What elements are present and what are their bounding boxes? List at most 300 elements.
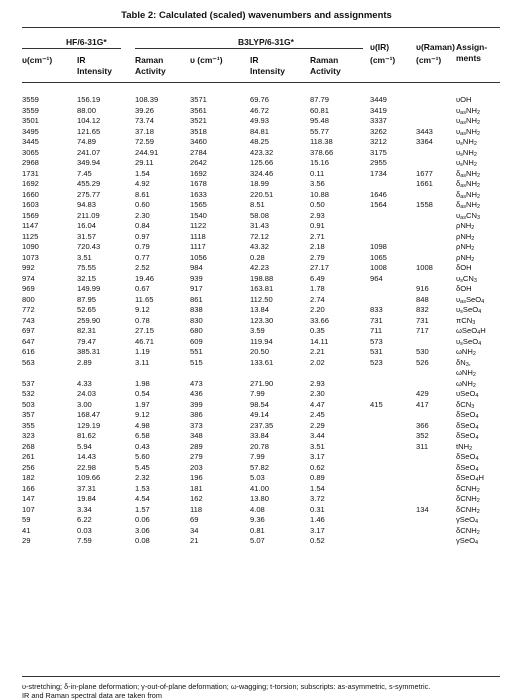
cell-assignment: $\upsilon_{as}NH_2$ — [456, 126, 480, 137]
header-v-raman: υ(Raman) — [416, 42, 455, 52]
table-row — [22, 253, 500, 264]
cell-freq-b3lyp: 373 — [190, 420, 203, 430]
cell-freq-ir — [370, 526, 416, 537]
cell-freq-b3lyp: 1540 — [190, 210, 207, 220]
cell-freq-hf: 357 — [22, 410, 35, 419]
table-row — [22, 473, 500, 484]
cell-ir-intensity-hf: 3.34 — [77, 504, 92, 514]
cell-ir-intensity-hf: 81.62 — [77, 431, 97, 440]
cell-raman-activity-b3lyp: 2.79 — [310, 252, 325, 262]
cell-ir-intensity-b3lyp: 9.36 — [250, 515, 265, 524]
cell-ir-intensity-b3lyp: 198.88 — [250, 273, 274, 283]
cell-freq-raman: 526 — [416, 357, 429, 367]
cell-raman-activity-b3lyp: 87.79 — [310, 95, 330, 104]
cell-freq-ir: 415 — [370, 399, 383, 409]
cell-freq-b3lyp: 939 — [190, 273, 203, 283]
cell-assignment: ρNH$_2$ — [456, 242, 475, 252]
cell-freq-b3lyp: 1633 — [190, 189, 207, 199]
cell-ir-intensity-hf: 88.00 — [77, 105, 97, 115]
cell-freq-raman: 1008 — [416, 263, 433, 272]
cell-assignment: υSeO$_4$ — [456, 389, 479, 399]
cell-freq-ir — [370, 536, 416, 547]
cell-raman-activity-b3lyp: 2.02 — [310, 357, 325, 367]
cell-freq-b3lyp: 203 — [190, 462, 203, 472]
cell-freq-b3lyp: 3561 — [190, 105, 207, 115]
bottom-rule — [22, 676, 500, 677]
cell-ir-intensity-b3lyp: 220.51 — [250, 189, 274, 199]
cell-ir-intensity-hf: 349.94 — [77, 158, 101, 167]
header-rule — [22, 82, 500, 83]
cell-raman-activity-hf: 0.78 — [135, 315, 150, 325]
cell-freq-b3lyp: 196 — [190, 473, 203, 482]
cell-freq-b3lyp: 680 — [190, 326, 203, 335]
cell-raman-activity-hf: 46.71 — [135, 336, 155, 346]
cell-freq-raman — [416, 379, 456, 390]
cell-freq-raman — [416, 274, 456, 285]
cell-freq-b3lyp: 515 — [190, 357, 203, 367]
cell-freq-b3lyp: 69 — [190, 515, 199, 524]
cell-freq-ir — [370, 221, 416, 232]
cell-freq-b3lyp: 162 — [190, 494, 203, 503]
cell-freq-raman — [416, 494, 456, 505]
cell-freq-raman: 1558 — [416, 200, 433, 209]
table-row — [22, 127, 500, 138]
cell-assignment: δSeO$_4$ — [456, 420, 479, 431]
table-row — [22, 452, 500, 463]
cell-ir-intensity-b3lyp: 5.07 — [250, 536, 265, 545]
cell-assignment: δOH — [456, 284, 472, 293]
cell-assignment: δSeO$_4$ — [456, 462, 479, 473]
cell-freq-b3lyp: 3571 — [190, 95, 207, 104]
cell-raman-activity-hf: 3.11 — [135, 357, 150, 367]
cell-ir-intensity-hf: 7.45 — [77, 168, 92, 178]
cell-raman-activity-b3lyp: 0.52 — [310, 536, 325, 545]
cell-freq-raman — [416, 116, 456, 127]
cell-raman-activity-hf: 73.74 — [135, 116, 155, 125]
table-row — [22, 106, 500, 117]
cell-raman-activity-hf: 3.06 — [135, 525, 150, 535]
cell-assignment: δSeO$_4$H — [456, 473, 484, 483]
cell-ir-intensity-b3lyp: 57.82 — [250, 462, 270, 472]
cell-raman-activity-hf: 1.98 — [135, 378, 150, 388]
cell-freq-b3lyp: 1056 — [190, 252, 207, 262]
cell-ir-intensity-b3lyp: 43.32 — [250, 242, 270, 251]
cell-freq-raman — [416, 536, 456, 547]
cell-freq-b3lyp: 1565 — [190, 200, 207, 209]
cell-raman-activity-hf: 5.45 — [135, 462, 150, 472]
cell-freq-hf: 147 — [22, 494, 35, 503]
cell-raman-activity-hf: 37.18 — [135, 126, 155, 136]
cell-raman-activity-hf: 0.97 — [135, 231, 150, 241]
table-row — [22, 463, 500, 474]
cell-ir-intensity-b3lyp: 72.12 — [250, 231, 270, 241]
cell-raman-activity-b3lyp: 2.20 — [310, 305, 325, 314]
cell-freq-b3lyp: 830 — [190, 315, 203, 325]
cell-freq-hf: 256 — [22, 462, 35, 472]
cell-freq-raman — [416, 242, 456, 253]
cell-assignment: ωNH$_2$ — [456, 347, 476, 357]
cell-freq-ir: 1564 — [370, 200, 387, 209]
cell-freq-ir — [370, 431, 416, 442]
cell-freq-ir: 3212 — [370, 137, 387, 146]
cell-ir-intensity-hf: 19.84 — [77, 494, 97, 503]
cell-raman-activity-b3lyp: 3.51 — [310, 441, 325, 451]
cell-ir-intensity-hf: 14.43 — [77, 452, 97, 461]
cell-assignment: ρNH$_2$ — [456, 221, 475, 231]
cell-raman-activity-hf: 0.60 — [135, 200, 150, 209]
cell-freq-raman — [416, 232, 456, 243]
cell-ir-intensity-hf: 3.51 — [77, 252, 92, 262]
table-row — [22, 421, 500, 432]
cell-freq-b3lyp: 2784 — [190, 147, 207, 157]
cell-freq-raman — [416, 515, 456, 526]
cell-ir-intensity-hf: 104.12 — [77, 116, 101, 125]
cell-freq-hf: 107 — [22, 504, 35, 514]
cell-raman-activity-hf: 1.19 — [135, 347, 150, 356]
cell-ir-intensity-hf: 0.03 — [77, 525, 92, 535]
cell-freq-hf: 166 — [22, 483, 35, 493]
cell-ir-intensity-b3lyp: 49.14 — [250, 410, 270, 419]
cell-raman-activity-hf: 2.32 — [135, 473, 150, 482]
cell-freq-b3lyp: 289 — [190, 441, 203, 451]
cell-raman-activity-b3lyp: 2.93 — [310, 210, 325, 220]
table-body — [22, 95, 500, 547]
table-row — [22, 358, 500, 379]
cell-ir-intensity-b3lyp: 18.99 — [250, 179, 270, 188]
cell-ir-intensity-b3lyp: 5.03 — [250, 473, 265, 482]
cell-ir-intensity-b3lyp: 84.81 — [250, 126, 270, 136]
cell-freq-ir: 1065 — [370, 252, 387, 262]
cell-freq-hf: 3559 — [22, 95, 39, 104]
cell-raman-activity-b3lyp: 1.78 — [310, 284, 325, 293]
cell-ir-intensity-hf: 94.83 — [77, 200, 97, 209]
footnote — [22, 682, 502, 700]
cell-ir-intensity-b3lyp: 20.50 — [250, 347, 270, 356]
cell-raman-activity-b3lyp: 2.29 — [310, 420, 325, 430]
cell-assignment: $\upsilon_{as}SeO_4$ — [456, 294, 485, 305]
cell-freq-raman — [416, 526, 456, 537]
cell-freq-raman: 731 — [416, 315, 429, 325]
cell-assignment: δCNH$_2$ — [456, 494, 480, 504]
table-row — [22, 284, 500, 295]
cell-raman-activity-hf: 0.84 — [135, 221, 150, 230]
cell-raman-activity-b3lyp: 60.81 — [310, 105, 330, 115]
table-row — [22, 263, 500, 274]
cell-raman-activity-b3lyp: 2.74 — [310, 294, 325, 304]
cell-raman-activity-b3lyp: 33.66 — [310, 315, 330, 325]
cell-ir-intensity-hf: 75.55 — [77, 263, 97, 272]
cell-assignment: $\delta_{as}NH_2$ — [456, 179, 481, 189]
cell-freq-raman: 530 — [416, 347, 429, 356]
cell-raman-activity-hf: 1.97 — [135, 399, 150, 409]
cell-freq-raman: 3364 — [416, 137, 433, 146]
cell-freq-b3lyp: 861 — [190, 294, 203, 304]
table-row — [22, 211, 500, 222]
cell-raman-activity-hf: 9.12 — [135, 410, 150, 419]
cell-raman-activity-hf: 2.30 — [135, 210, 150, 220]
cell-ir-intensity-b3lyp: 119.94 — [250, 336, 273, 346]
cell-freq-raman — [416, 148, 456, 159]
cell-ir-intensity-b3lyp: 58.08 — [250, 210, 270, 220]
cell-ir-intensity-b3lyp: 4.08 — [250, 504, 265, 514]
table-row — [22, 442, 500, 453]
cell-raman-activity-hf: 0.67 — [135, 284, 150, 293]
cell-freq-b3lyp: 2642 — [190, 158, 207, 167]
cell-freq-hf: 969 — [22, 284, 35, 293]
cell-ir-intensity-b3lyp: 123.30 — [250, 315, 274, 325]
cell-raman-activity-hf: 6.58 — [135, 431, 150, 440]
cell-ir-intensity-hf: 7.59 — [77, 536, 92, 545]
cell-freq-ir — [370, 421, 416, 432]
cell-raman-activity-b3lyp: 3.56 — [310, 179, 325, 188]
cell-freq-ir: 1734 — [370, 168, 387, 178]
cell-assignment: ρNH$_2$ — [456, 231, 475, 242]
cell-freq-ir — [370, 211, 416, 222]
table-row — [22, 221, 500, 232]
cell-raman-activity-hf: 4.92 — [135, 179, 150, 188]
cell-ir-intensity-b3lyp: 125.66 — [250, 158, 274, 167]
cell-raman-activity-b3lyp: 4.47 — [310, 399, 325, 409]
cell-freq-ir: 711 — [370, 326, 383, 335]
cell-assignment: ωSeO$_4$H — [456, 326, 486, 336]
cell-raman-activity-hf: 11.65 — [135, 294, 154, 304]
cell-freq-hf: 772 — [22, 305, 35, 314]
cell-ir-intensity-hf: 82.31 — [77, 326, 97, 335]
table-row — [22, 200, 500, 211]
cell-assignment: $\upsilon_sNH_2$ — [456, 137, 477, 147]
cell-freq-raman — [416, 410, 456, 421]
cell-freq-hf: 503 — [22, 399, 35, 409]
cell-raman-activity-b3lyp: 0.91 — [310, 221, 325, 230]
table-row — [22, 116, 500, 127]
cell-freq-raman: 1677 — [416, 168, 433, 178]
cell-freq-raman: 717 — [416, 326, 429, 335]
cell-freq-b3lyp: 181 — [190, 483, 203, 493]
cell-freq-ir — [370, 284, 416, 295]
header-v-hf: υ(cm⁻¹) — [22, 55, 53, 65]
table-row — [22, 505, 500, 516]
table-row — [22, 148, 500, 159]
cell-raman-activity-b3lyp: 0.89 — [310, 473, 325, 482]
cell-ir-intensity-b3lyp: 8.51 — [250, 200, 265, 209]
cell-freq-raman — [416, 473, 456, 484]
cell-freq-hf: 1090 — [22, 242, 39, 251]
cell-freq-hf: 616 — [22, 347, 35, 356]
cell-freq-ir — [370, 295, 416, 306]
cell-freq-ir — [370, 505, 416, 516]
table-row — [22, 484, 500, 495]
cell-ir-intensity-b3lyp: 112.50 — [250, 294, 273, 304]
cell-freq-raman: 311 — [416, 441, 429, 451]
cell-freq-b3lyp: 1678 — [190, 179, 207, 188]
cell-ir-intensity-hf: 2.89 — [77, 357, 92, 367]
header-raman-activity-b3lyp: Raman Activity — [310, 55, 341, 76]
table-row — [22, 515, 500, 526]
cell-assignment: ρNH$_2$ — [456, 252, 475, 263]
cell-ir-intensity-b3lyp: 42.23 — [250, 263, 270, 272]
cell-freq-raman: 366 — [416, 420, 429, 430]
cell-ir-intensity-b3lyp: 13.80 — [250, 494, 270, 503]
cell-raman-activity-hf: 4.54 — [135, 494, 150, 503]
cell-freq-raman: 352 — [416, 431, 429, 440]
cell-raman-activity-hf: 0.79 — [135, 242, 150, 251]
cell-assignment: $\upsilon_sNH_2$ — [456, 158, 477, 168]
cell-ir-intensity-hf: 275.77 — [77, 189, 101, 199]
cell-freq-b3lyp: 436 — [190, 389, 203, 398]
cell-assignment: γSeO$_4$ — [456, 536, 479, 546]
cell-freq-ir: 531 — [370, 347, 383, 356]
cell-freq-ir — [370, 515, 416, 526]
cell-freq-ir — [370, 379, 416, 390]
cell-freq-ir — [370, 463, 416, 474]
cell-ir-intensity-b3lyp: 98.54 — [250, 399, 270, 409]
cell-assignment: δCN$_3$ — [456, 399, 475, 410]
header-ir-intensity-b3lyp: IR Intensity — [250, 55, 285, 76]
table-row — [22, 274, 500, 285]
cell-raman-activity-b3lyp: 0.31 — [310, 504, 325, 514]
cell-freq-b3lyp: 1122 — [190, 221, 207, 230]
footnote-line-1: υ-stretching; δ-in-plane deformation; γ-out-of-plane deformation; ω-wagging; t-torsion; subscripts: as-asymmetric, s-symmetric. — [22, 682, 431, 691]
cell-freq-raman — [416, 158, 456, 169]
cell-freq-b3lyp: 609 — [190, 336, 203, 346]
cell-assignment: δSeO$_4$ — [456, 431, 479, 441]
cell-raman-activity-b3lyp: 0.50 — [310, 200, 325, 209]
cell-freq-hf: 1731 — [22, 168, 39, 178]
cell-raman-activity-hf: 0.54 — [135, 389, 150, 398]
cell-ir-intensity-hf: 22.98 — [77, 462, 97, 472]
b3lyp-underline — [135, 48, 363, 49]
cell-raman-activity-hf: 4.98 — [135, 420, 150, 430]
cell-freq-hf: 537 — [22, 378, 35, 388]
cell-assignment: tNH$_2$ — [456, 441, 473, 452]
cell-freq-hf: 647 — [22, 336, 35, 346]
cell-raman-activity-b3lyp: 2.93 — [310, 378, 325, 388]
table-row — [22, 232, 500, 243]
cell-freq-ir — [370, 179, 416, 190]
cell-ir-intensity-hf: 31.57 — [77, 231, 97, 241]
header-assignments: Assign-ments — [456, 42, 488, 63]
cell-ir-intensity-b3lyp: 48.25 — [250, 137, 270, 146]
cell-ir-intensity-hf: 79.47 — [77, 336, 97, 346]
cell-freq-hf: 29 — [22, 536, 31, 545]
cell-ir-intensity-b3lyp: 7.99 — [250, 389, 265, 398]
cell-freq-raman — [416, 106, 456, 117]
table-row — [22, 389, 500, 400]
cell-raman-activity-hf: 244.91 — [135, 147, 159, 157]
cell-ir-intensity-b3lyp: 20.78 — [250, 441, 270, 451]
cell-raman-activity-b3lyp: 0.35 — [310, 326, 325, 335]
cell-ir-intensity-b3lyp: 49.93 — [250, 116, 270, 125]
header-v-ir-unit: (cm⁻¹) — [370, 55, 396, 65]
cell-ir-intensity-hf: 129.19 — [77, 420, 101, 430]
table-title: Table 2: Calculated (scaled) wavenumbers and assignments — [121, 10, 392, 21]
table-row — [22, 337, 500, 348]
table-row — [22, 169, 500, 180]
cell-ir-intensity-hf: 16.04 — [77, 221, 97, 230]
top-rule — [22, 27, 500, 28]
cell-assignment: υOH — [456, 95, 472, 104]
cell-freq-hf: 697 — [22, 326, 35, 335]
cell-freq-raman: 848 — [416, 294, 429, 304]
cell-ir-intensity-b3lyp: 324.46 — [250, 168, 274, 178]
table-row — [22, 347, 500, 358]
cell-ir-intensity-hf: 720.43 — [77, 242, 101, 251]
cell-freq-hf: 268 — [22, 441, 35, 451]
cell-freq-ir: 3175 — [370, 147, 387, 157]
cell-freq-hf: 1073 — [22, 252, 39, 262]
header-v-b3lyp: υ (cm⁻¹) — [190, 55, 223, 65]
cell-freq-ir: 731 — [370, 315, 383, 325]
cell-raman-activity-b3lyp: 55.77 — [310, 126, 330, 136]
hf-underline — [22, 48, 121, 49]
cell-freq-ir: 1008 — [370, 263, 387, 272]
cell-raman-activity-b3lyp: 0.62 — [310, 462, 325, 472]
cell-freq-b3lyp: 551 — [190, 347, 203, 356]
cell-ir-intensity-b3lyp: 271.90 — [250, 378, 274, 388]
cell-ir-intensity-b3lyp: 0.28 — [250, 252, 265, 262]
cell-ir-intensity-b3lyp: 46.72 — [250, 105, 270, 115]
cell-freq-raman: 1661 — [416, 179, 433, 188]
cell-freq-raman: 134 — [416, 504, 429, 514]
cell-freq-hf: 532 — [22, 389, 35, 398]
cell-freq-b3lyp: 386 — [190, 410, 203, 419]
cell-freq-ir: 3449 — [370, 95, 387, 104]
cell-freq-raman — [416, 253, 456, 264]
cell-ir-intensity-hf: 3.00 — [77, 399, 92, 409]
cell-ir-intensity-hf: 455.29 — [77, 179, 101, 188]
cell-raman-activity-hf: 0.77 — [135, 252, 150, 262]
table-row — [22, 536, 500, 547]
cell-freq-hf: 182 — [22, 473, 35, 482]
cell-ir-intensity-hf: 74.89 — [77, 137, 97, 146]
cell-freq-ir: 3337 — [370, 116, 387, 125]
cell-assignment: πCN$_3$ — [456, 315, 476, 326]
cell-freq-hf: 323 — [22, 431, 35, 440]
cell-freq-hf: 1147 — [22, 221, 39, 230]
cell-freq-ir: 3419 — [370, 105, 387, 115]
cell-freq-b3lyp: 399 — [190, 399, 203, 409]
cell-raman-activity-hf: 1.57 — [135, 504, 150, 514]
cell-raman-activity-b3lyp: 6.49 — [310, 273, 325, 283]
cell-raman-activity-hf: 5.60 — [135, 452, 150, 461]
table-row — [22, 400, 500, 411]
cell-ir-intensity-b3lyp: 33.84 — [250, 431, 270, 440]
cell-ir-intensity-hf: 87.95 — [77, 294, 97, 304]
table-row — [22, 316, 500, 327]
cell-freq-b3lyp: 1692 — [190, 168, 207, 178]
table-row — [22, 410, 500, 421]
cell-raman-activity-b3lyp: 14.11 — [310, 336, 329, 346]
header-ir-intensity-hf: IR Intensity — [77, 55, 112, 76]
table-row — [22, 158, 500, 169]
cell-ir-intensity-b3lyp: 7.99 — [250, 452, 265, 461]
cell-freq-raman — [416, 452, 456, 463]
cell-raman-activity-b3lyp: 27.17 — [310, 263, 330, 272]
cell-ir-intensity-hf: 32.15 — [77, 273, 97, 283]
cell-raman-activity-hf: 1.53 — [135, 483, 150, 493]
cell-ir-intensity-b3lyp: 3.59 — [250, 326, 265, 335]
cell-freq-hf: 3445 — [22, 137, 39, 146]
cell-ir-intensity-b3lyp: 163.81 — [250, 284, 274, 293]
data-table — [22, 95, 500, 547]
cell-ir-intensity-hf: 168.47 — [77, 410, 101, 419]
table-row — [22, 179, 500, 190]
cell-freq-b3lyp: 21 — [190, 536, 199, 545]
cell-raman-activity-hf: 8.61 — [135, 189, 150, 199]
cell-raman-activity-hf: 0.06 — [135, 515, 150, 524]
cell-freq-ir: 523 — [370, 357, 383, 367]
cell-raman-activity-hf: 108.39 — [135, 95, 159, 104]
